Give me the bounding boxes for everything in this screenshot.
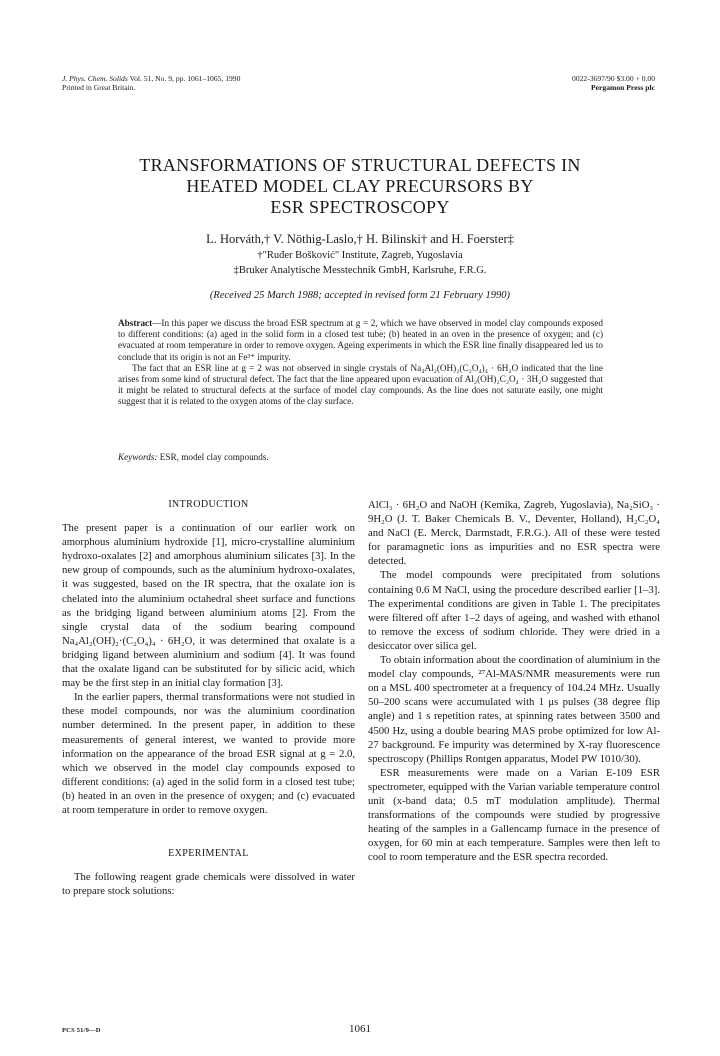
- title-line-2: HEATED MODEL CLAY PRECURSORS BY: [186, 176, 534, 196]
- experimental-paragraph-1: The following reagent grade chemicals were dissolved in water to prepare stock solutions:: [62, 871, 355, 898]
- experimental-heading: EXPERIMENTAL: [168, 848, 249, 860]
- abstract-paragraph-2: The fact that an ESR line at g = 2 was not observed in single crystals of Na₄Al₂(OH)₂(C₂O₄)₄ · 6H₂O indicated that the line arises from some kind of structural defect. The fact that the line appeared upon evacuation of Al₂(OH)₂C₂O₄ · 3H₂O suggested that it might be related to structural defects at the surface of model clay compounds. As the line does not saturate easily, one might suggest that it is related to the oxygen atoms of the clay surface.: [118, 362, 603, 407]
- intro-paragraph-1: The present paper is a continuation of our earlier work on amorphous aluminium hydroxide [1], micro-crystalline aluminium hydroxo-oxalates [2] and amorphous aluminium silicates [3]. In the new group of compounds, such as the aluminium hydroxo-oxalates, it was suggested, based on the IR spectra, that the oxalate ion is chelated into the aluminium octahedral sheet surface and functions as the bridging ligand between aluminium atoms [2]. From the single crystal data of the sodium bearing compound Na₄Al₂(OH)₂·(C₂O₄)₄ · 6H₂O, it was determined that oxalate is a bridging ligand between aluminium and sodium [4]. It was found that the oxalate ligand can be substituted for by silicic acid, which may be the first step in an initial clay formation [3].: [62, 522, 355, 690]
- left-column: [62, 498, 355, 898]
- footer-code: PCS 51/9—D: [62, 1027, 101, 1034]
- right-column: [368, 498, 660, 864]
- abstract-heading: Abstract: [118, 318, 153, 328]
- keywords: [118, 452, 603, 463]
- issn-price: 0022-3697/90 $3.00 + 0.00: [572, 74, 655, 83]
- keywords-label: Keywords:: [118, 452, 158, 462]
- experimental-paragraph-2: AlCl₃ · 6H₂O and NaOH (Kemika, Zagreb, Yugoslavia), Na₂SiO₃ · 9H₂O (J. T. Baker Chemicals B. V., Deventer, Holland), H₂C₂O₄ and NaCl (E. Merck, Darmstadt, F.R.G.). All of these were tested for paramagnetic ions as impurities and no ESR spectra were detected.: [368, 499, 660, 568]
- title-line-3: ESR SPECTROSCOPY: [270, 197, 450, 217]
- journal-citation: [62, 74, 240, 92]
- page-number: 1061: [349, 1023, 371, 1035]
- received-dates: (Received 25 March 1988; accepted in revised form 21 February 1990): [209, 290, 511, 301]
- intro-paragraph-2: In the earlier papers, thermal transformations were not studied in these model compounds, nor was the aluminium coordination number determined. In the present paper, in addition to these measurements of general interest, we wanted to provide more information on the appearance of the broad ESR signal at g = 2.0, which we observed in the model clay compounds exposed to different conditions: (a) aged in the solid form in a closed test tube; (b) heated in an oven in the presence of oxygen; and (c) evacuated at room temperature in order to remove oxygen.: [62, 691, 355, 816]
- abstract: [118, 318, 603, 408]
- experimental-paragraph-5: ESR measurements were made on a Varian E-109 ESR spectrometer, equipped with the Varian variable temperature control unit (x-band data; 0.5 mT modulation amplitude). Thermal transformations of the compounds were studied by progressive heating of the samples in a Gallencamp furnace in the presence of oxygen, for 60 min at each temperature. Samples were then left to cool to room temperature and the ESR spectra recorded.: [368, 766, 660, 864]
- keywords-text: ESR, model clay compounds.: [157, 452, 269, 462]
- introduction-heading: INTRODUCTION: [168, 499, 249, 510]
- experimental-paragraph-3: The model compounds were precipitated from solutions containing 0.6 M NaCl, using the procedure described earlier [1–3]. The experimental conditions are given in Table 1. The precipitates were filtered off after 1–2 days of ageing, and washed with ethanol to remove the excess of sodium chloride. They were dried in a desiccator over silica gel.: [368, 569, 660, 652]
- title-line-1: TRANSFORMATIONS OF STRUCTURAL DEFECTS IN: [139, 155, 581, 175]
- abstract-paragraph-1: Abstract—In this paper we discuss the broad ESR spectrum at g = 2, which we have observed in model clay compounds exposed to different conditions: (a) aged in the solid form in a closed test tube; (b) heated in an oven in the presence of oxygen; and (c) evacuated at room temperature in order to remove oxygen. Ageing experiments in which the ESR line finally disappeared led us to conclude that its origin is not an Fe³⁺ impurity.: [118, 318, 603, 362]
- experimental-paragraph-4: To obtain information about the coordination of aluminium in the model clay compounds, ²⁷Al-MAS/NMR measurements were run on a MSL 400 spectrometer at a frequency of 104.24 MHz. Usually 50–200 scans were accumulated with 1 μs pulses (38 degree flip angle) and 1 s repetition rates, at spinning rates between 3500 and 4500 Hz, using a double bearing MAS probe optimized for low Al-27 background. Fe impurity was determined by X-ray fluorescence spectroscopy (Phillips Rontgen apparatus, Model PW 1010/30).: [368, 654, 660, 765]
- printed-in: Printed in Great Britain.: [62, 83, 136, 92]
- paper-title: [60, 155, 660, 218]
- affiliation-1: †"Ruđer Bošković" Institute, Zagreb, Yugoslavia: [257, 250, 463, 261]
- author-list: L. Horváth,† V. Nöthig-Laslo,† H. Bilinski† and H. Foerster‡: [206, 232, 514, 246]
- publisher-info: [572, 74, 655, 92]
- publisher-name: Pergamon Press plc: [591, 83, 655, 92]
- affiliation-2: ‡Bruker Analytische Messtechnik GmbH, Karlsruhe, F.R.G.: [233, 265, 487, 276]
- volume-info: Vol. 51, No. 9, pp. 1061–1065, 1990: [127, 74, 241, 83]
- journal-name: J. Phys. Chem. Solids: [62, 74, 128, 83]
